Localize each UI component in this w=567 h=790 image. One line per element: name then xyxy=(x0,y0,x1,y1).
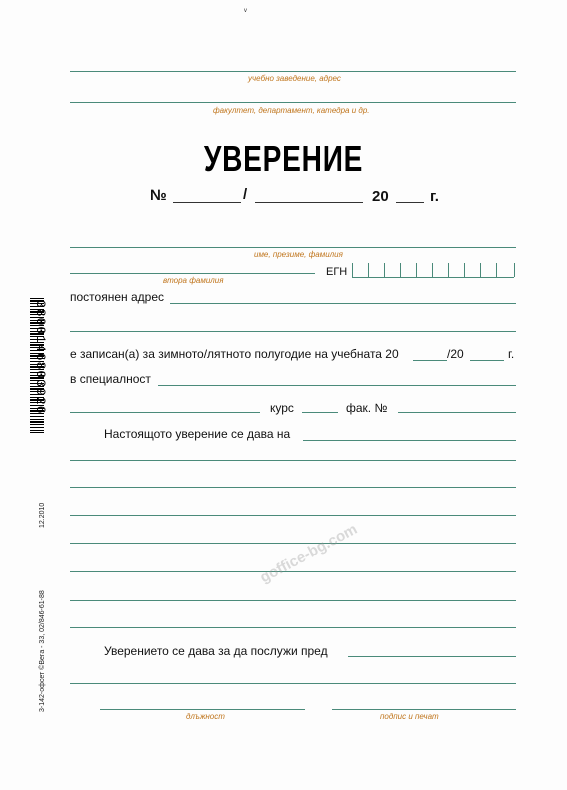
address-label: постоянен адрес xyxy=(70,290,164,304)
second-surname-caption: втора фамилия xyxy=(163,276,224,285)
given-to-line-4[interactable] xyxy=(70,515,516,516)
year-suffix: г. xyxy=(430,188,439,205)
egn-label: ЕГН xyxy=(326,266,348,278)
serve-before-label: Уверението се дава за да послужи пред xyxy=(104,644,328,658)
course-label: курс xyxy=(270,401,294,415)
faculty-line[interactable] xyxy=(70,102,516,103)
full-name-caption: име, презиме, фамилия xyxy=(254,250,343,259)
egn-cell-divider xyxy=(432,263,433,277)
specialty-line[interactable] xyxy=(158,385,516,386)
serve-before-line-1[interactable] xyxy=(348,656,516,657)
egn-cell-divider xyxy=(464,263,465,277)
number-label: № xyxy=(150,187,167,204)
institution-line[interactable] xyxy=(70,71,516,72)
position-line[interactable] xyxy=(100,709,305,710)
watermark: goffice-bg.com xyxy=(257,520,361,587)
egn-field[interactable] xyxy=(352,277,514,278)
given-to-line-5[interactable] xyxy=(70,543,516,544)
course-field[interactable] xyxy=(302,412,338,413)
second-surname-line[interactable] xyxy=(70,273,315,274)
egn-cell-divider xyxy=(352,263,353,277)
date-code: 12.2010 xyxy=(39,502,46,528)
egn-cell-divider xyxy=(496,263,497,277)
egn-cell-divider xyxy=(384,263,385,277)
print-info: 3-142-офсет ©Вега - 33, 02/846-61-88 xyxy=(39,590,46,712)
egn-cell-divider xyxy=(480,263,481,277)
full-name-line[interactable] xyxy=(70,247,516,248)
given-to-line-3[interactable] xyxy=(70,487,516,488)
number-field[interactable] xyxy=(173,202,241,203)
specialty-line-2[interactable] xyxy=(70,412,260,413)
serve-before-line-2[interactable] xyxy=(70,683,516,684)
egn-cell-divider xyxy=(368,263,369,277)
year-prefix: 20 xyxy=(372,188,389,205)
egn-cell-divider xyxy=(416,263,417,277)
egn-cell-divider xyxy=(448,263,449,277)
document-title: УВЕРЕНИЕ xyxy=(203,138,364,179)
barcode-number: 3800146803926 xyxy=(33,300,48,415)
position-caption: длъжност xyxy=(186,712,225,721)
given-to-line-8[interactable] xyxy=(70,627,516,628)
end-year-field[interactable] xyxy=(470,360,504,361)
faculty-number-label: фак. № xyxy=(346,401,388,415)
enrolled-text: е записан(а) за зимното/лятното полугодие на учебната 20 xyxy=(70,347,399,361)
signature-caption: подпис и печат xyxy=(380,712,439,721)
enrolled-year-suffix: г. xyxy=(508,347,515,361)
signature-line[interactable] xyxy=(332,709,516,710)
egn-cell-divider xyxy=(514,263,515,277)
faculty-caption: факултет, департамент, катедра и др. xyxy=(213,106,370,115)
given-to-line-2[interactable] xyxy=(70,460,516,461)
given-to-label: Настоящото уверение се дава на xyxy=(104,427,291,441)
slash-year-label: /20 xyxy=(447,347,464,361)
specialty-label: в специалност xyxy=(70,372,151,386)
given-to-line-1[interactable] xyxy=(303,440,516,441)
institution-caption: учебно заведение, адрес xyxy=(248,74,341,83)
address-line-1[interactable] xyxy=(170,303,516,304)
faculty-number-field[interactable] xyxy=(398,412,516,413)
year-field[interactable] xyxy=(396,202,424,203)
address-line-2[interactable] xyxy=(70,331,516,332)
start-year-field[interactable] xyxy=(413,360,447,361)
number-slash: / xyxy=(243,186,248,203)
date-field[interactable] xyxy=(255,202,363,203)
top-mark: ᵛ xyxy=(244,6,247,16)
given-to-line-7[interactable] xyxy=(70,600,516,601)
egn-cell-divider xyxy=(400,263,401,277)
